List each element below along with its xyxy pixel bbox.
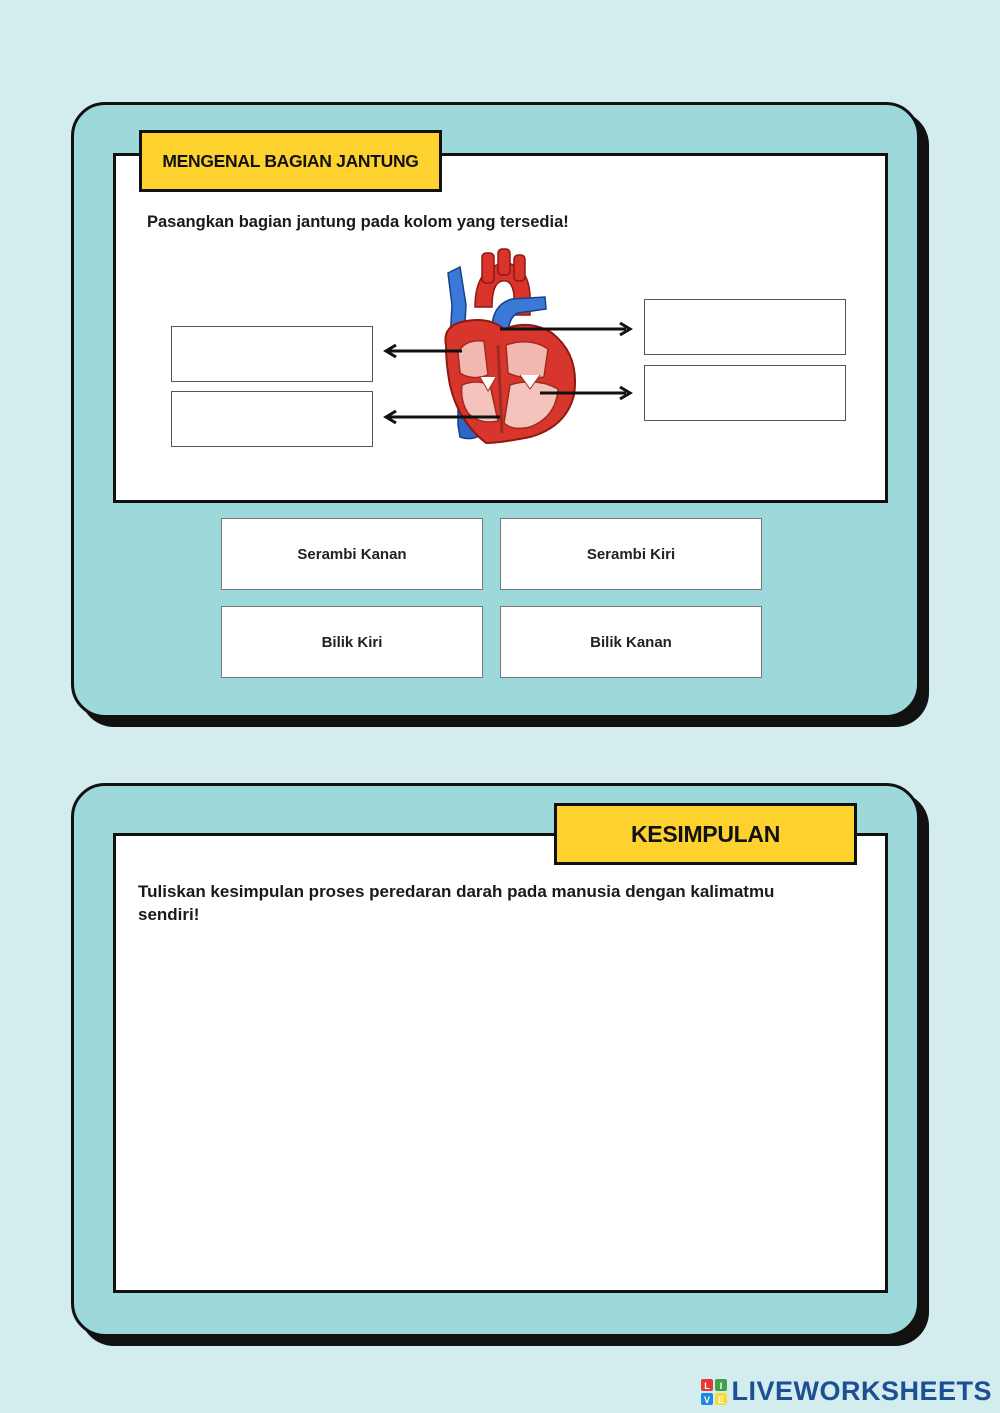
option-serambi-kanan[interactable]: Serambi Kanan: [221, 518, 483, 590]
answer-box-left-top[interactable]: [171, 326, 373, 382]
logo-letter-e: E: [718, 1394, 725, 1405]
arrow-right-bottom: [540, 385, 634, 401]
logo-letter-i: I: [720, 1380, 723, 1391]
matching-instruction: Pasangkan bagian jantung pada kolom yang tersedia!: [147, 213, 569, 231]
option-bilik-kiri[interactable]: Bilik Kiri: [221, 606, 483, 678]
liveworksheets-icon: [701, 1379, 727, 1405]
brand-name: LIVEWORKSHEETS: [731, 1376, 992, 1406]
logo-letter-v: V: [704, 1394, 711, 1405]
answer-box-right-top[interactable]: [644, 299, 846, 355]
answer-box-left-bottom[interactable]: [171, 391, 373, 447]
liveworksheets-logo[interactable]: [701, 1376, 992, 1407]
arrow-left-top: [382, 343, 462, 359]
logo-letter-l: L: [704, 1380, 711, 1391]
answer-box-right-bottom[interactable]: [644, 365, 846, 421]
arrow-left-bottom: [382, 409, 500, 425]
conclusion-instruction: Tuliskan kesimpulan proses peredaran darah pada manusia dengan kalimatmu sendiri!: [138, 882, 775, 924]
arrow-right-top: [500, 321, 634, 337]
option-serambi-kiri[interactable]: Serambi Kiri: [500, 518, 762, 590]
section-title-conclusion: KESIMPULAN: [554, 803, 857, 865]
option-bilik-kanan[interactable]: Bilik Kanan: [500, 606, 762, 678]
conclusion-answer-input[interactable]: [138, 940, 872, 1274]
section-title-heart: MENGENAL BAGIAN JANTUNG: [139, 130, 442, 192]
